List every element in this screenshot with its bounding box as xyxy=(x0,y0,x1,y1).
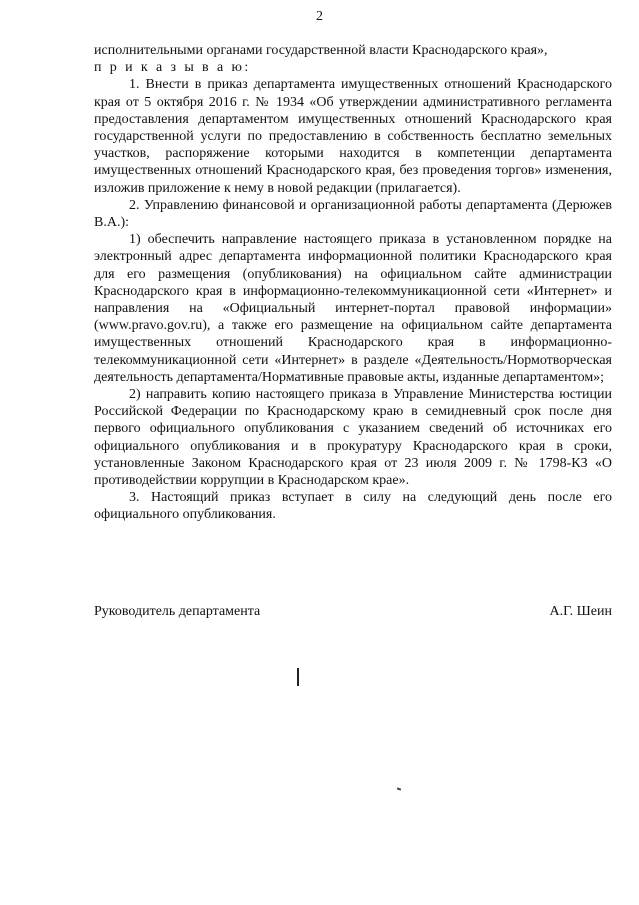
scan-speck xyxy=(397,787,401,790)
signatory-position: Руководитель департамента xyxy=(94,604,261,619)
scan-mark xyxy=(297,668,299,686)
intro-continuation: исполнительными органами государственной власти Краснодарского края», xyxy=(94,43,548,58)
order-word: п р и к а з ы в а ю: xyxy=(94,60,251,76)
signature-block xyxy=(94,604,612,620)
clause-2-sub-1: 1) обеспечить направление настоящего приказа в установленном порядке на электронный адрес департамента информационной политики Краснодарского края для его размещения (опубликования) на официальном сайте администрации Краснодарского края в информационно-телекоммуникационной сети «Интернет» и направления на «Официальный интернет-портал правовой информации» (www.pravo.gov.ru), а также его размещение на официальном сайте департамента имущественных отношений Краснодарского края в информационно-телекоммуникационной сети «Интернет» в разделе «Деятельность/Нормотворческая деятельность департамента/Нормативные правовые акты, изданные департаментом»; xyxy=(94,232,612,385)
clause-1: 1. Внести в приказ департамента имущественных отношений Краснодарского края от 5 октября 2016 г. № 1934 «Об утверждении административного регламента предоставления департаментом имущественных отношений Краснодарского края государственной услуги по предоставлению в собственность бесплатно земельных участков, распоряжение которыми находится в компетенции департамента имущественных отношений Краснодарского края, без проведения торгов» изменения, изложив приложение к нему в новой редакции (прилагается). xyxy=(94,77,612,196)
page-number: 2 xyxy=(316,9,323,24)
clause-2: 2. Управлению финансовой и организационной работы департамента (Дерюжев В.А.): xyxy=(94,197,612,231)
signatory-name: А.Г. Шеин xyxy=(549,604,612,619)
clause-2-sub-2: 2) направить копию настоящего приказа в Управление Министерства юстиции Российской Федерации по Краснодарскому краю в семидневный срок после дня первого официального опубликования с указанием сведений об источниках его официального опубликования и в прокуратуру Краснодарского края в сроки, установленные Законом Краснодарского края от 23 июля 2009 г. № 1798-КЗ «О противодействии коррупции в Краснодарском крае». xyxy=(94,387,612,489)
document-body xyxy=(94,42,612,524)
clause-3: 3. Настоящий приказ вступает в силу на следующий день после его официального опубликования. xyxy=(94,490,612,523)
